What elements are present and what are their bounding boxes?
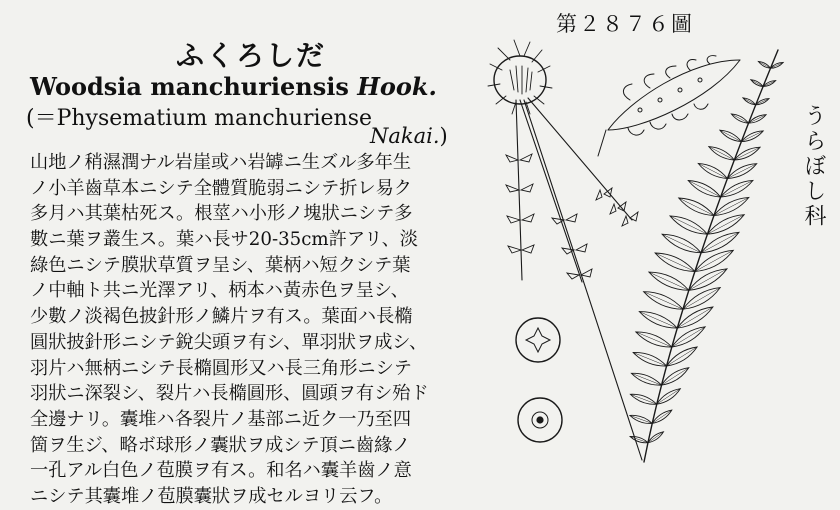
- description-text: [30, 150, 475, 510]
- description-line: ノ中軸ト共ニ光澤アリ、柄本ハ黃赤色ヲ呈シ、: [30, 280, 409, 302]
- frond-pinna-midrib: [731, 114, 748, 123]
- synonym-close-paren: ): [439, 124, 448, 148]
- description-line: 全邊ナリ。囊堆ハ各裂片ノ基部ニ近ク一乃至四: [30, 408, 412, 430]
- frond-pinna-midrib: [743, 98, 756, 105]
- family-label: うらぼし科: [801, 104, 826, 229]
- pinna-detail-drawing: [598, 56, 740, 156]
- frond-pinna-midrib: [639, 312, 677, 329]
- synonym-author-line: [370, 124, 448, 148]
- frond-pinna-midrib: [662, 234, 701, 253]
- scientific-name-author: Hook.: [357, 72, 437, 101]
- frond-pinna-midrib: [698, 163, 727, 178]
- stipe-lines: [516, 98, 642, 460]
- frond-pinna-midrib: [679, 198, 714, 216]
- frond-pinna-midrib: [758, 61, 770, 68]
- japanese-name: ふくろしだ: [176, 39, 327, 72]
- description-line: 一孔アル白色ノ苞膜ヲ有ス。和名ハ囊羊齒ノ意: [30, 460, 412, 482]
- frond-pinna-midrib: [655, 253, 695, 272]
- description-line: 綠色ニシテ膜狀草質ヲ呈シ、葉柄ハ短クシテ葉: [30, 254, 411, 276]
- description-line: 數ニ葉ヲ叢生ス。葉ハ長サ20-35cm許アリ、淡: [30, 229, 418, 251]
- description-line: 圓狀披針形ニシテ銳尖頭ヲ有シ、單羽狀ヲ成シ、: [30, 331, 428, 353]
- description-line: 山地ノ稍濕潤ナル岩崖或ハ岩罅ニ生ズル多年生: [30, 152, 412, 173]
- small-frond-pinnae: [506, 154, 638, 279]
- frond-pinna-midrib: [688, 181, 720, 198]
- sorus-magnified-drawings: [516, 318, 562, 442]
- description-line: 羽片ハ無柄ニシテ長橢圓形又ハ長三角形ニシテ: [30, 357, 412, 379]
- scientific-name-text: Woodsia manchuriensis: [30, 72, 349, 101]
- description-line: ノ小羊齒草本ニシテ全體質脆弱ニシテ折レ易ク: [30, 177, 412, 199]
- frond-pinna-midrib: [751, 80, 763, 87]
- frond-pinna-midrib: [670, 216, 707, 234]
- plate-number: 第２８７６圖: [556, 12, 694, 36]
- scientific-name: [30, 72, 437, 101]
- frond-pinna-midrib: [720, 130, 741, 141]
- rhizome-drawing: [488, 40, 552, 114]
- description-line: 少數ノ淡褐色披針形ノ鱗片ヲ有ス。葉面ハ長橢: [30, 306, 413, 328]
- frond-pinna-midrib: [636, 332, 672, 347]
- description-line: ニシテ其囊堆ノ苞膜囊狀ヲ成セルヨリ云フ。: [30, 485, 393, 507]
- main-frond-drawing: [630, 50, 783, 462]
- description-line: 箇ヲ生ジ、略ボ球形ノ囊狀ヲ成シテ頂ニ齒緣ノ: [30, 434, 411, 456]
- description-line: 多月ハ其葉枯死ス。根莖ハ小形ノ塊狀ニシテ多: [30, 203, 413, 225]
- description-line: 羽狀ニ深裂シ、裂片ハ長橢圓形、圓頭ヲ有シ殆ド: [30, 383, 429, 405]
- synonym-author: Nakai.: [370, 124, 440, 148]
- synonym-name: (＝Physematium manchuriense: [26, 106, 373, 131]
- fern-illustration: [480, 30, 800, 500]
- frond-pinna-midrib: [649, 272, 689, 290]
- frond-pinna-midrib: [644, 292, 683, 310]
- frond-pinna-midrib: [709, 147, 735, 160]
